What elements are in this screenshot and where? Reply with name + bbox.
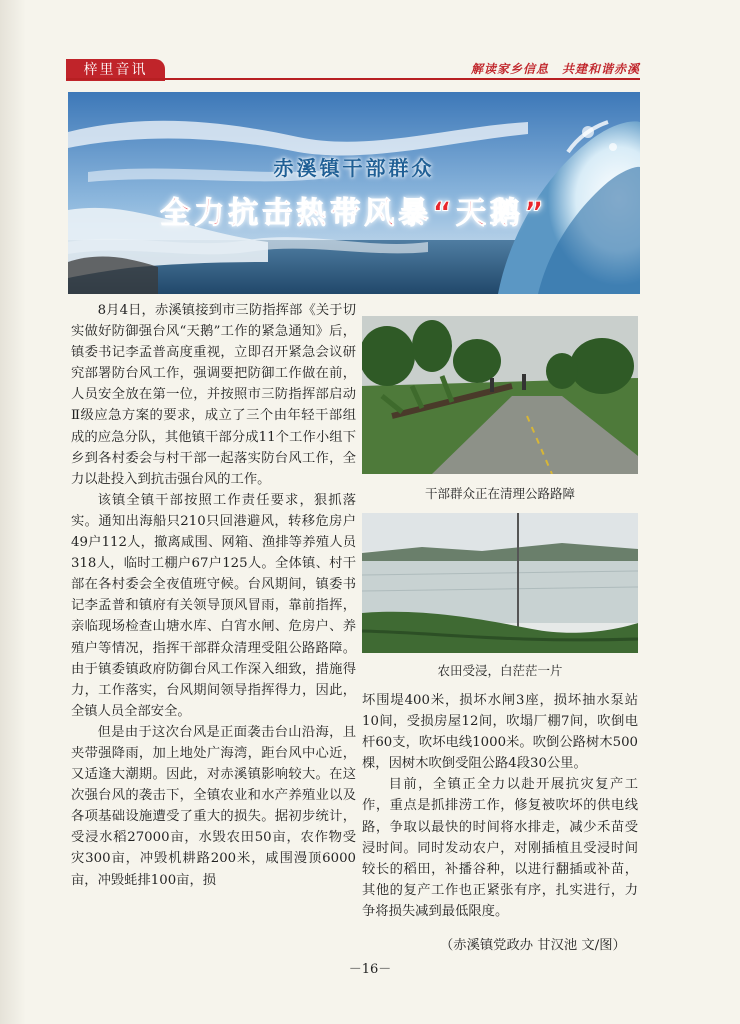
article-paragraph: 8月4日，赤溪镇接到市三防指挥部《关于切实做好防御强台风“天鹅”工作的紧急通知》后，镇委书记李孟普高度重视，立即召开紧急会议研究部署防台风工作，强调要把防御工作做在前，人员安全放在第一位，并按照市三防指挥部启动Ⅱ级应急方案的要求，成立了三个由年轻干部组成的应急分队，其他镇干部分成11个工作小组下乡到各村委会与村干部一起落实防台风工作，全力以赴投入到抗击强台风的工作。 [71, 303, 356, 487]
section-tag: 梓里音讯 [66, 59, 165, 81]
photo-caption: 干部群众正在清理公路路障 [424, 486, 575, 501]
article-paragraph: 但是由于这次台风是正面袭击台山沿海，且夹带强降雨，加上地处广海湾，距台风中心近，又适逢大潮期。因此，对赤溪镇影响较大。在这次强台风的袭击下，全镇农业和水产养殖业以及各项基础设施遭受了重大的损失。据初步统计，受浸水稻27000亩，水毁农田50亩，农作物受灾300亩，冲毁机耕路200米，咸围漫顶6000亩，冲毁蚝排100亩，损 [71, 724, 356, 888]
page-gutter-shadow [0, 0, 26, 1024]
article-signature: （赤溪镇党政办 甘汉池 文/图） [440, 938, 626, 953]
title-banner [68, 92, 640, 294]
header-rule [66, 78, 640, 80]
article-column-right [362, 690, 638, 922]
article-paragraph: 目前，全镇正全力以赴开展抗灾复产工作，重点是抓排涝工作，修复被吹坏的供电线路，争取以最快的时间将水排走，减少禾苗受浸时间。同时发动农户，对刚插植且受浸时间较长的稻田，补播谷种，以进行翻插或补苗，其他的复产工作也正紧张有序，扎实进行，力争将损失减到最低限度。 [362, 777, 638, 919]
photo-road-clearing [362, 316, 638, 474]
photo-caption: 农田受浸，白茫茫一片 [437, 663, 563, 678]
banner-subtitle: 赤溪镇干部群众 [273, 156, 435, 180]
article-paragraph: 该镇全镇干部按照工作责任要求，狠抓落实。通知出海船只210只回港避风，转移危房户49户112人，撤离咸围、网箱、渔排等养殖人员318人，临时工棚户67户125人。全体镇、村干部在各村委会全夜值班守候。台风期间，镇委书记李孟普和镇府有关领导顶风冒雨，靠前指挥，亲临现场检查山塘水库、白宵水闸、危房户、养殖户等情况，指挥干部群众清理受阻公路路障。由于镇委镇政府防御台风工作深入细致，措施得力，工作落实，台风期间领导指挥得力，因此，全镇人员全部安全。 [71, 492, 356, 719]
photo-flooded-field [362, 513, 638, 653]
page-number: －16－ [348, 962, 392, 977]
article-paragraph: 坏围堤400米，损坏水闸3座，损坏抽水泵站10间，受损房屋12间，吹塌厂棚7间，吹倒电杆60支，吹坏电线1000米。吹倒公路树木500棵，因树木吹倒受阻公路4段30公里。 [362, 693, 638, 772]
banner-title: 全力抗击热带风暴“天鹅” [160, 196, 548, 231]
header-slogan: 解读家乡信息 共建和谐赤溪 [470, 62, 640, 76]
article-column-left [71, 300, 356, 891]
